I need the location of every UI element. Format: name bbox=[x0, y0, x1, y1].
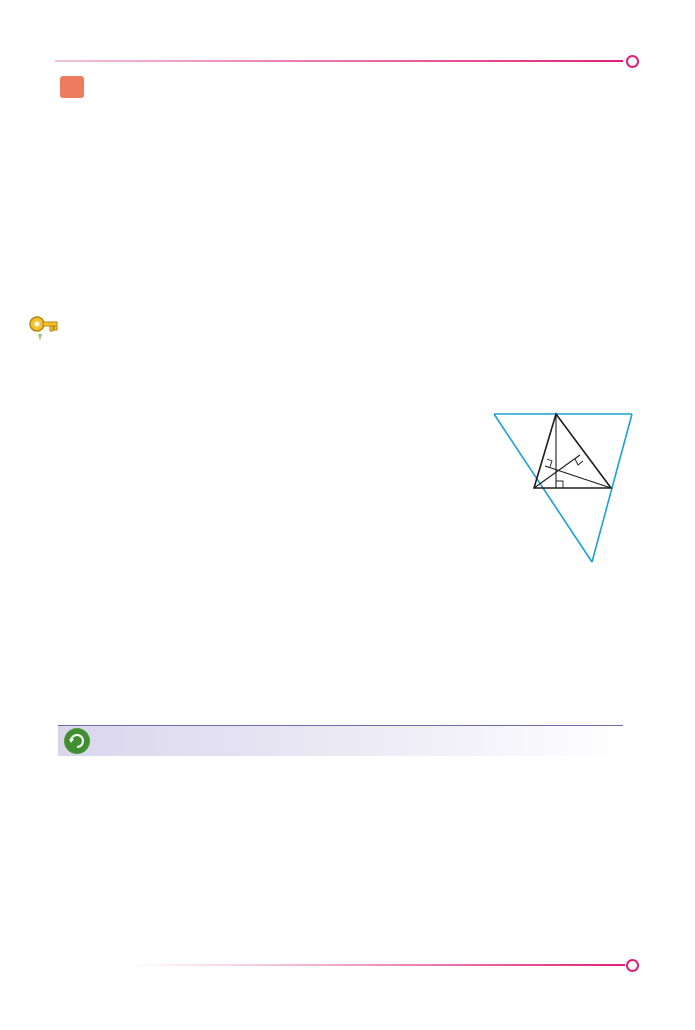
header-rule-end bbox=[626, 55, 639, 68]
repeat-icon bbox=[64, 728, 90, 754]
section-bar bbox=[58, 725, 623, 756]
footer-rule bbox=[130, 964, 625, 966]
difficulty-badge bbox=[60, 76, 84, 98]
figure-triangle-abc bbox=[534, 414, 611, 488]
figure-altitude-ah1 bbox=[534, 455, 580, 488]
key-icon bbox=[28, 312, 60, 346]
figure-altitude-ch3 bbox=[545, 466, 611, 488]
figure-2-20 bbox=[482, 395, 652, 584]
header-rule bbox=[55, 60, 623, 62]
footer-rule-end bbox=[626, 959, 639, 972]
